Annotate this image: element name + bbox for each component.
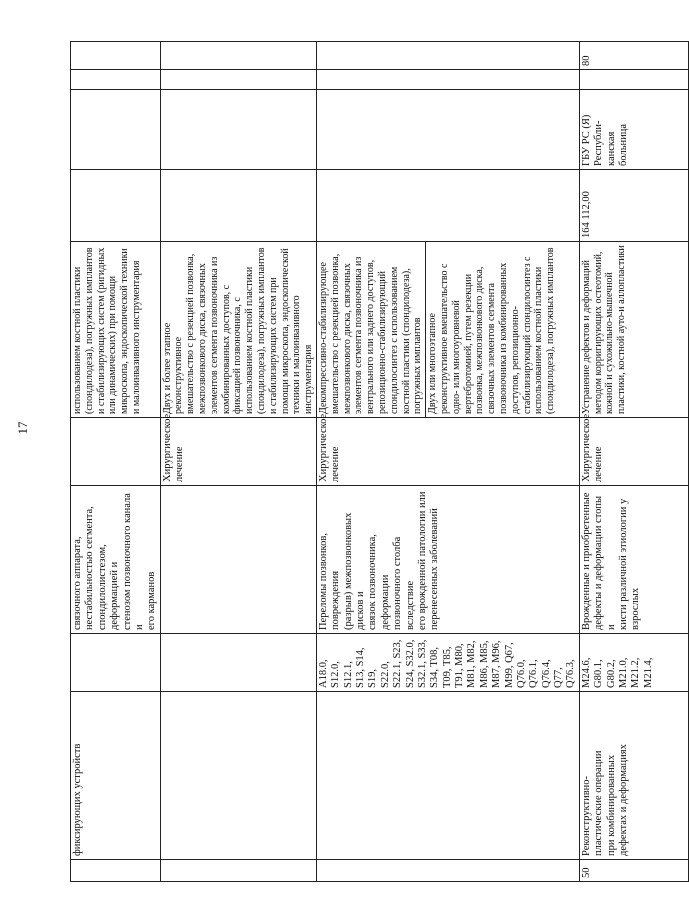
cell-codes: [71, 634, 161, 692]
cell-count: 80: [579, 42, 688, 70]
method-block-2: Двух или многоэтапное реконструктивное вмешательство с одно- или многоуровневой вертебротомией, путем резекции позвонка, межпозвонкового диска, связочных элементов сегмента позвоночника из комбинированных доступов, репозиционно- стабилизирующий спондилосинтез с использованием костной пластики (спондилодеза), погружных имплантов: [427, 247, 557, 414]
cell-treatment: Хирургическое лечение: [579, 418, 688, 486]
cell-name: [316, 692, 579, 860]
cell-count: [71, 42, 161, 70]
cell-price: [160, 170, 316, 242]
cell-extra: [71, 70, 161, 90]
method-block-1: Декомпрессивно-стабилизирующее вмешательство с резекцией позвонка, межпозвонкового диска, связочных элементов сегмента позвоночника из вентрального или заднего доступов, репозиционно-стабилизирующий спондилосинтез с использованием костной пластики (спондилодеза), погружных имплантов: [317, 242, 426, 417]
cell-methods: Двух и более этапное реконструктивное вмешательство с резекцией позвонка, межпозвонкового диска, связочных элементов сегмента позвоночника из комбинированных доступов, с фиксацией позвоночника, с использованием костной пластики (спондилодеза), погружных имплантов и стабилизирующих систем при помощи микроскопа, эндоскопической техники и малоинвазивного инструментария: [160, 242, 316, 418]
medical-services-table: [70, 41, 689, 882]
cell-diagnosis: [160, 486, 316, 634]
cell-org: [71, 90, 161, 170]
cell-count: [160, 42, 316, 70]
cell-price: [71, 170, 161, 242]
cell-treatment: Хирургическое лечение: [160, 418, 316, 486]
table-row-50: [579, 42, 688, 882]
cell-extra: [579, 70, 688, 90]
cell-num: [316, 860, 579, 882]
cell-methods: [71, 242, 161, 418]
cell-num: [160, 860, 316, 882]
cell-diagnosis: связочного аппарата, нестабильностью сегмента, спондилолистезом, деформацией и стенозом позвоночного канала и его карманов: [71, 486, 161, 634]
cell-extra: [316, 70, 579, 90]
cell-name: [160, 692, 316, 860]
cell-diagnosis: Переломы позвонков, повреждения (разрыв) межпозвонковых дисков и связок позвоночника, деформации позвоночного столба вследствие его врожденной патологии или перенесенных заболеваний: [316, 486, 579, 634]
cell-extra: [160, 70, 316, 90]
cell-org: [160, 90, 316, 170]
cell-diagnosis: Врожденные и приобретенные дефекты и деформации стопы и кисти различной этиологии у взрослых: [579, 486, 688, 634]
cell-treatment: [71, 418, 161, 486]
page-number: 17: [15, 421, 30, 435]
cell-codes: [160, 634, 316, 692]
cell-treatment: Хирургическое лечение: [316, 418, 579, 486]
cell-name: фиксирующих устройств: [71, 692, 161, 860]
cell-codes: M24.6, G80.1, G80.2, M21.0, M21.2, M21.4,: [579, 634, 688, 692]
cell-price: [316, 170, 579, 242]
cell-org: [316, 90, 579, 170]
table-row-continued-2: [160, 42, 316, 882]
cell-methods: [316, 242, 579, 418]
rotated-table-wrapper: [70, 42, 654, 882]
method-block-1: использованием костной пластики (спондилодеза), погружных имплантов и стабилизирующих систем (ригидных или динамических) при помощи микроскопа, эндоскопической техники и малоинвазивного инструментария: [72, 247, 142, 414]
table-row-fractures: [316, 42, 579, 882]
cell-count: [316, 42, 579, 70]
cell-price: 164 112,00: [579, 170, 688, 242]
cell-num: [71, 860, 161, 882]
cell-methods: Устранение дефектов и деформаций методом корригирующих остеотомий, кожной и сухожильно-мышечной пластики, костной ауто-и аллопластики: [579, 242, 688, 418]
cell-org: ГБУ РС (Я) Республи- канская больница: [579, 90, 688, 170]
cell-num: 50: [579, 860, 688, 882]
cell-name: Реконструктивно- пластические операции при комбинированных дефектах и деформациях: [579, 692, 688, 860]
table-row-continued: [71, 42, 161, 882]
cell-codes: A18.0, S12.0, S12.1, S13, S14, S19, S22.0, S22.1, S23, S24, S32.0, S32.1, S33, S34, T08, T09, T85, T91, M80, M81, M82, M86, M85, M87, M96, M99, Q67, Q76.0, Q76.1, Q76.4, Q77, Q76.3,: [316, 634, 579, 692]
